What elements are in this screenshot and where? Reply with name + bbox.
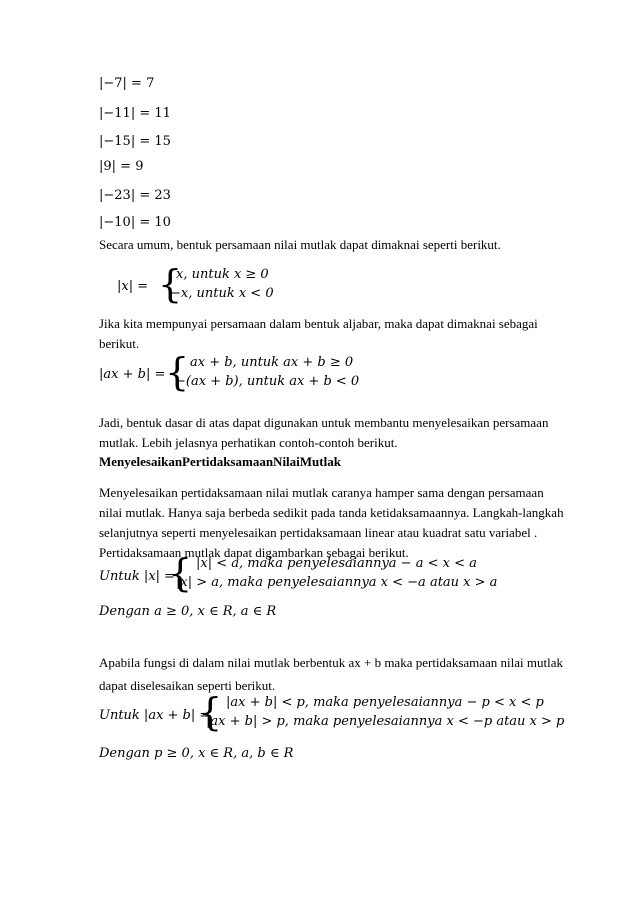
brace-icon: { [198,690,223,734]
brace-icon: { [158,262,183,306]
def-axb-case2: −(ax + b), untuk ax + b < 0 [175,374,360,389]
abs-example: |−23| = 23 [99,188,171,203]
abs-example: |−11| = 11 [99,106,171,121]
abs-example: |−7| = 7 [99,76,155,91]
def-x-case1: x, untuk x ≥ 0 [176,267,269,282]
paragraph-apabila: Apabila fungsi di dalam nilai mutlak berbentuk ax + b maka pertidaksamaan nilai mutlak dapat diselesaikan seperti berikut. [99,655,564,693]
def-axb-case1: ax + b, untuk ax + b ≥ 0 [190,355,354,370]
ineq-axb-lhs: Untuk |ax + b| = [99,708,211,723]
def-axb-lhs: |ax + b| = [99,367,166,382]
ineq-x-case1: |x| < a, maka penyelesaiannya − a < x < a [196,556,477,571]
abs-example: |−10| = 10 [99,215,171,230]
paragraph-jadi: Jadi, bentuk dasar di atas dapat digunakan untuk membantu menyelesaikan persamaan mutlak. Lebih jelasnya perhatikan contoh-contoh berikut. [99,415,549,450]
paragraph-pertidaksamaan: Menyelesaikan pertidaksamaan nilai mutlak caranya hamper sama dengan persamaan nilai mutlak. Hanya saja berbeda sedikit pada tanda ketidaksamaannya. Langkah-langkah selanjutnya seperti menyelesaikan pertidaksamaan linear atau kuadrat satu variabel . Pertidaksamaan mutlak dapat digambarkan sebagai berikut. [99,485,564,560]
paragraph-general: Secara umum, bentuk persamaan nilai mutlak dapat dimaknai seperti berikut. [99,237,501,252]
def-x-case2: −x, untuk x < 0 [170,286,274,301]
ineq-axb-case1: |ax + b| < p, maka penyelesaiannya − p < x < p [226,695,544,710]
ineq-x-lhs: Untuk |x| = [99,569,176,584]
brace-icon: { [165,350,190,394]
def-x-lhs: |x| = [117,279,149,294]
brace-icon: { [168,551,193,595]
abs-example: |9| = 9 [99,159,144,174]
ineq-axb-case2: |ax + b| > p, maka penyelesaiannya x < −p atau x > p [206,714,565,729]
ineq-x-case2: |x| > a, maka penyelesaiannya x < −a atau x > a [176,575,498,590]
condition-p: Dengan p ≥ 0, x ∈ R, a, b ∈ R [99,746,294,761]
section-title: MenyelesaikanPertidaksamaanNilaiMutlak [99,454,341,469]
paragraph-algebra: Jika kita mempunyai persamaan dalam bentuk aljabar, maka dapat dimaknai sebagai berikut. [99,316,538,351]
abs-example: |−15| = 15 [99,134,171,149]
condition-a: Dengan a ≥ 0, x ∈ R, a ∈ R [99,604,277,619]
